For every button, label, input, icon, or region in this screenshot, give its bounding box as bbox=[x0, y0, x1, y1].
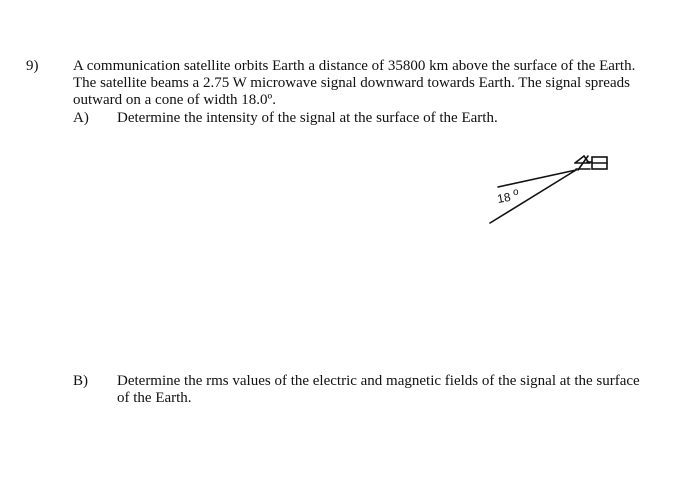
part-b-question bbox=[117, 373, 640, 407]
part-b-question-line: Determine the rms values of the electric and magnetic fields of the signal at the surface bbox=[117, 373, 640, 389]
angle-degree-mark: o bbox=[513, 187, 519, 198]
problem-statement bbox=[73, 58, 673, 109]
part-b-question-line: of the Earth. bbox=[117, 390, 192, 406]
satellite-icon bbox=[575, 156, 607, 170]
problem-statement-line: The satellite beams a 2.75 W microwave signal downward towards Earth. The signal spreads bbox=[73, 75, 630, 91]
angle-label: 18 bbox=[496, 189, 512, 206]
problem-statement-line: outward on a cone of width 18.0º. bbox=[73, 92, 276, 108]
part-a-question: Determine the intensity of the signal at the surface of the Earth. bbox=[117, 110, 498, 126]
satellite-cone-sketch bbox=[480, 148, 620, 228]
cone-upper-edge bbox=[498, 170, 576, 187]
problem-statement-line: A communication satellite orbits Earth a distance of 35800 km above the surface of the Earth. bbox=[73, 58, 636, 74]
part-b-label: B) bbox=[73, 373, 88, 389]
part-a-label: A) bbox=[73, 110, 89, 126]
problem-number: 9) bbox=[26, 58, 39, 74]
